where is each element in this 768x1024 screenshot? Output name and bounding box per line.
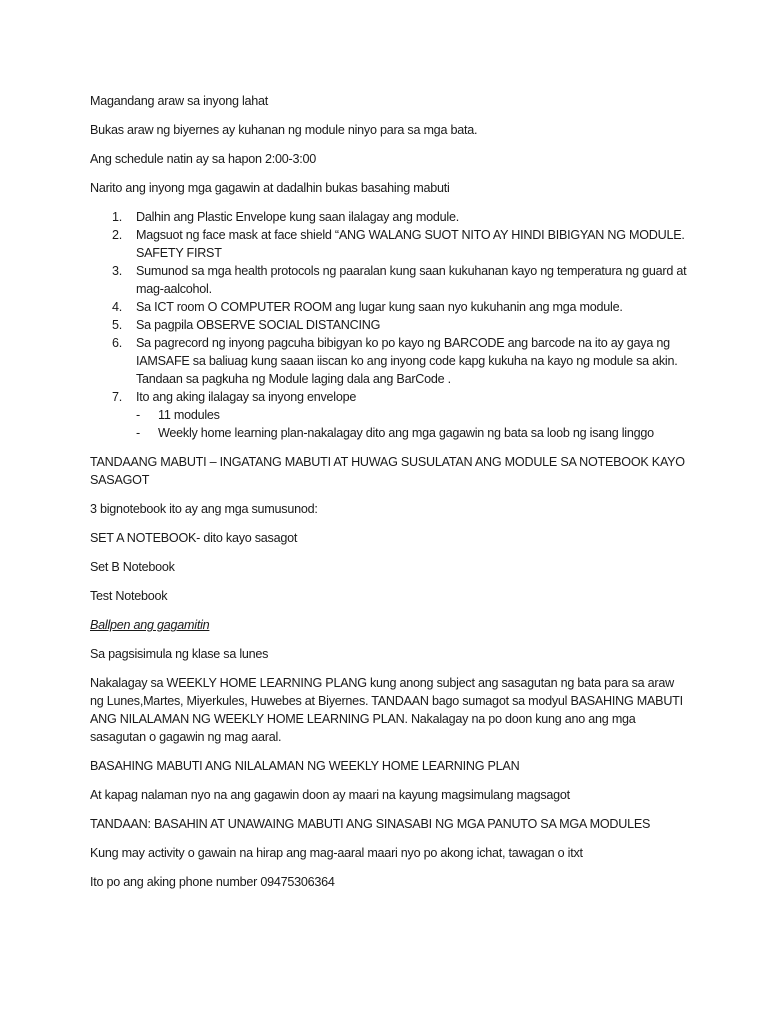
instructions-list (90, 208, 690, 442)
list-number: 3. (112, 264, 123, 278)
sub-list-item-text: Weekly home learning plan-nakalagay dito ang mga gagawin ng bata sa loob ng isang linggo (158, 426, 654, 440)
list-item (90, 334, 690, 388)
envelope-contents-list (136, 406, 690, 442)
list-number: 6. (112, 336, 123, 350)
sub-list-item-text: 11 modules (158, 408, 220, 422)
list-item-text: Dalhin ang Plastic Envelope kung saan ilalagay ang module. (136, 210, 459, 224)
list-item-text: Sa pagpila OBSERVE SOCIAL DISTANCING (136, 318, 381, 332)
weekly-plan-paragraph: Nakalagay sa WEEKLY HOME LEARNING PLANG kung anong subject ang sasagutan ng bata para sa araw ng Lunes,Martes, Miyerkules, Huwebes at Biyernes. TANDAAN bago sumagot sa modyul BASAHING MABUTI ANG NILALAMAN NG WEEKLY HOME LEARNING PLAN. Nakalagay na po doon kung ano ang mga sasagutan o gagawin ng mag aaral. (90, 676, 683, 744)
read-plan-reminder: BASAHING MABUTI ANG NILALAMAN NG WEEKLY HOME LEARNING PLAN (90, 759, 520, 773)
list-item (90, 262, 690, 298)
greeting: Magandang araw sa inyong lahat (90, 94, 269, 108)
dash-bullet: - (136, 426, 140, 440)
sub-list-item (136, 406, 690, 424)
list-number: 4. (112, 300, 123, 314)
list-item-text: Sa pagrecord ng inyong pagcuha bibigyan ko po kayo ng BARCODE ang barcode na ito ay gaya ng IAMSAFE sa baliuag kung saaan iiscan ko ang inyong code kapg kukuha na kayo ng module sa akin. Tandaan sa pagkuha ng Module laging dala ang BarCode . (136, 336, 678, 386)
notebooks-intro: 3 bignotebook ito ay ang mga sumusunod: (90, 502, 318, 516)
list-number: 2. (112, 228, 123, 242)
notebook-set-a: SET A NOTEBOOK- dito kayo sasagot (90, 531, 298, 545)
list-item-text: Magsuot ng face mask at face shield “ANG WALANG SUOT NITO AY HINDI BIBIGYAN NG MODULE. SAFETY FIRST (136, 228, 685, 260)
notebook-set-b: Set B Notebook (90, 560, 175, 574)
schedule: Ang schedule natin ay sa hapon 2:00-3:00 (90, 152, 316, 166)
list-number: 1. (112, 210, 123, 224)
phone-number-line: Ito po ang aking phone number 09475306364 (90, 875, 335, 889)
contact-note: Kung may activity o gawain na hirap ang mag-aaral maari nyo po akong ichat, tawagan o itxt (90, 846, 583, 860)
dash-bullet: - (136, 408, 140, 422)
list-item (90, 226, 690, 262)
sub-list-item (136, 424, 690, 442)
class-start: Sa pagsisimula ng klase sa lunes (90, 647, 269, 661)
list-item-text: Ito ang aking ilalagay sa inyong envelope (136, 390, 357, 404)
list-item-text: Sa ICT room O COMPUTER ROOM ang lugar kung saan nyo kukuhanin ang mga module. (136, 300, 623, 314)
read-instructions-reminder: TANDAAN: BASAHIN AT UNAWAING MABUTI ANG SINASABI NG MGA PANUTO SA MGA MODULES (90, 817, 651, 831)
notebook-reminder: TANDAANG MABUTI – INGATANG MABUTI AT HUWAG SUSULATAN ANG MODULE SA NOTEBOOK KAYO SASAGOT (90, 455, 685, 487)
list-item-text: Sumunod sa mga health protocols ng paaralan kung saan kukuhanan kayo ng temperatura ng guard at mag-aalcohol. (136, 264, 687, 296)
notebook-test: Test Notebook (90, 589, 168, 603)
letter-body (90, 92, 690, 902)
list-item (90, 208, 690, 226)
list-item (90, 316, 690, 334)
list-number: 5. (112, 318, 123, 332)
announcement: Bukas araw ng biyernes ay kuhanan ng module ninyo para sa mga bata. (90, 123, 478, 137)
ballpen-note-text: Ballpen ang gagamitin (90, 618, 210, 632)
ballpen-note (90, 616, 690, 634)
list-item (90, 388, 690, 442)
list-intro: Narito ang inyong mga gagawin at dadalhin bukas basahing mabuti (90, 181, 450, 195)
start-answering: At kapag nalaman nyo na ang gagawin doon ay maari na kayung magsimulang magsagot (90, 788, 570, 802)
list-number: 7. (112, 390, 123, 404)
list-item (90, 298, 690, 316)
